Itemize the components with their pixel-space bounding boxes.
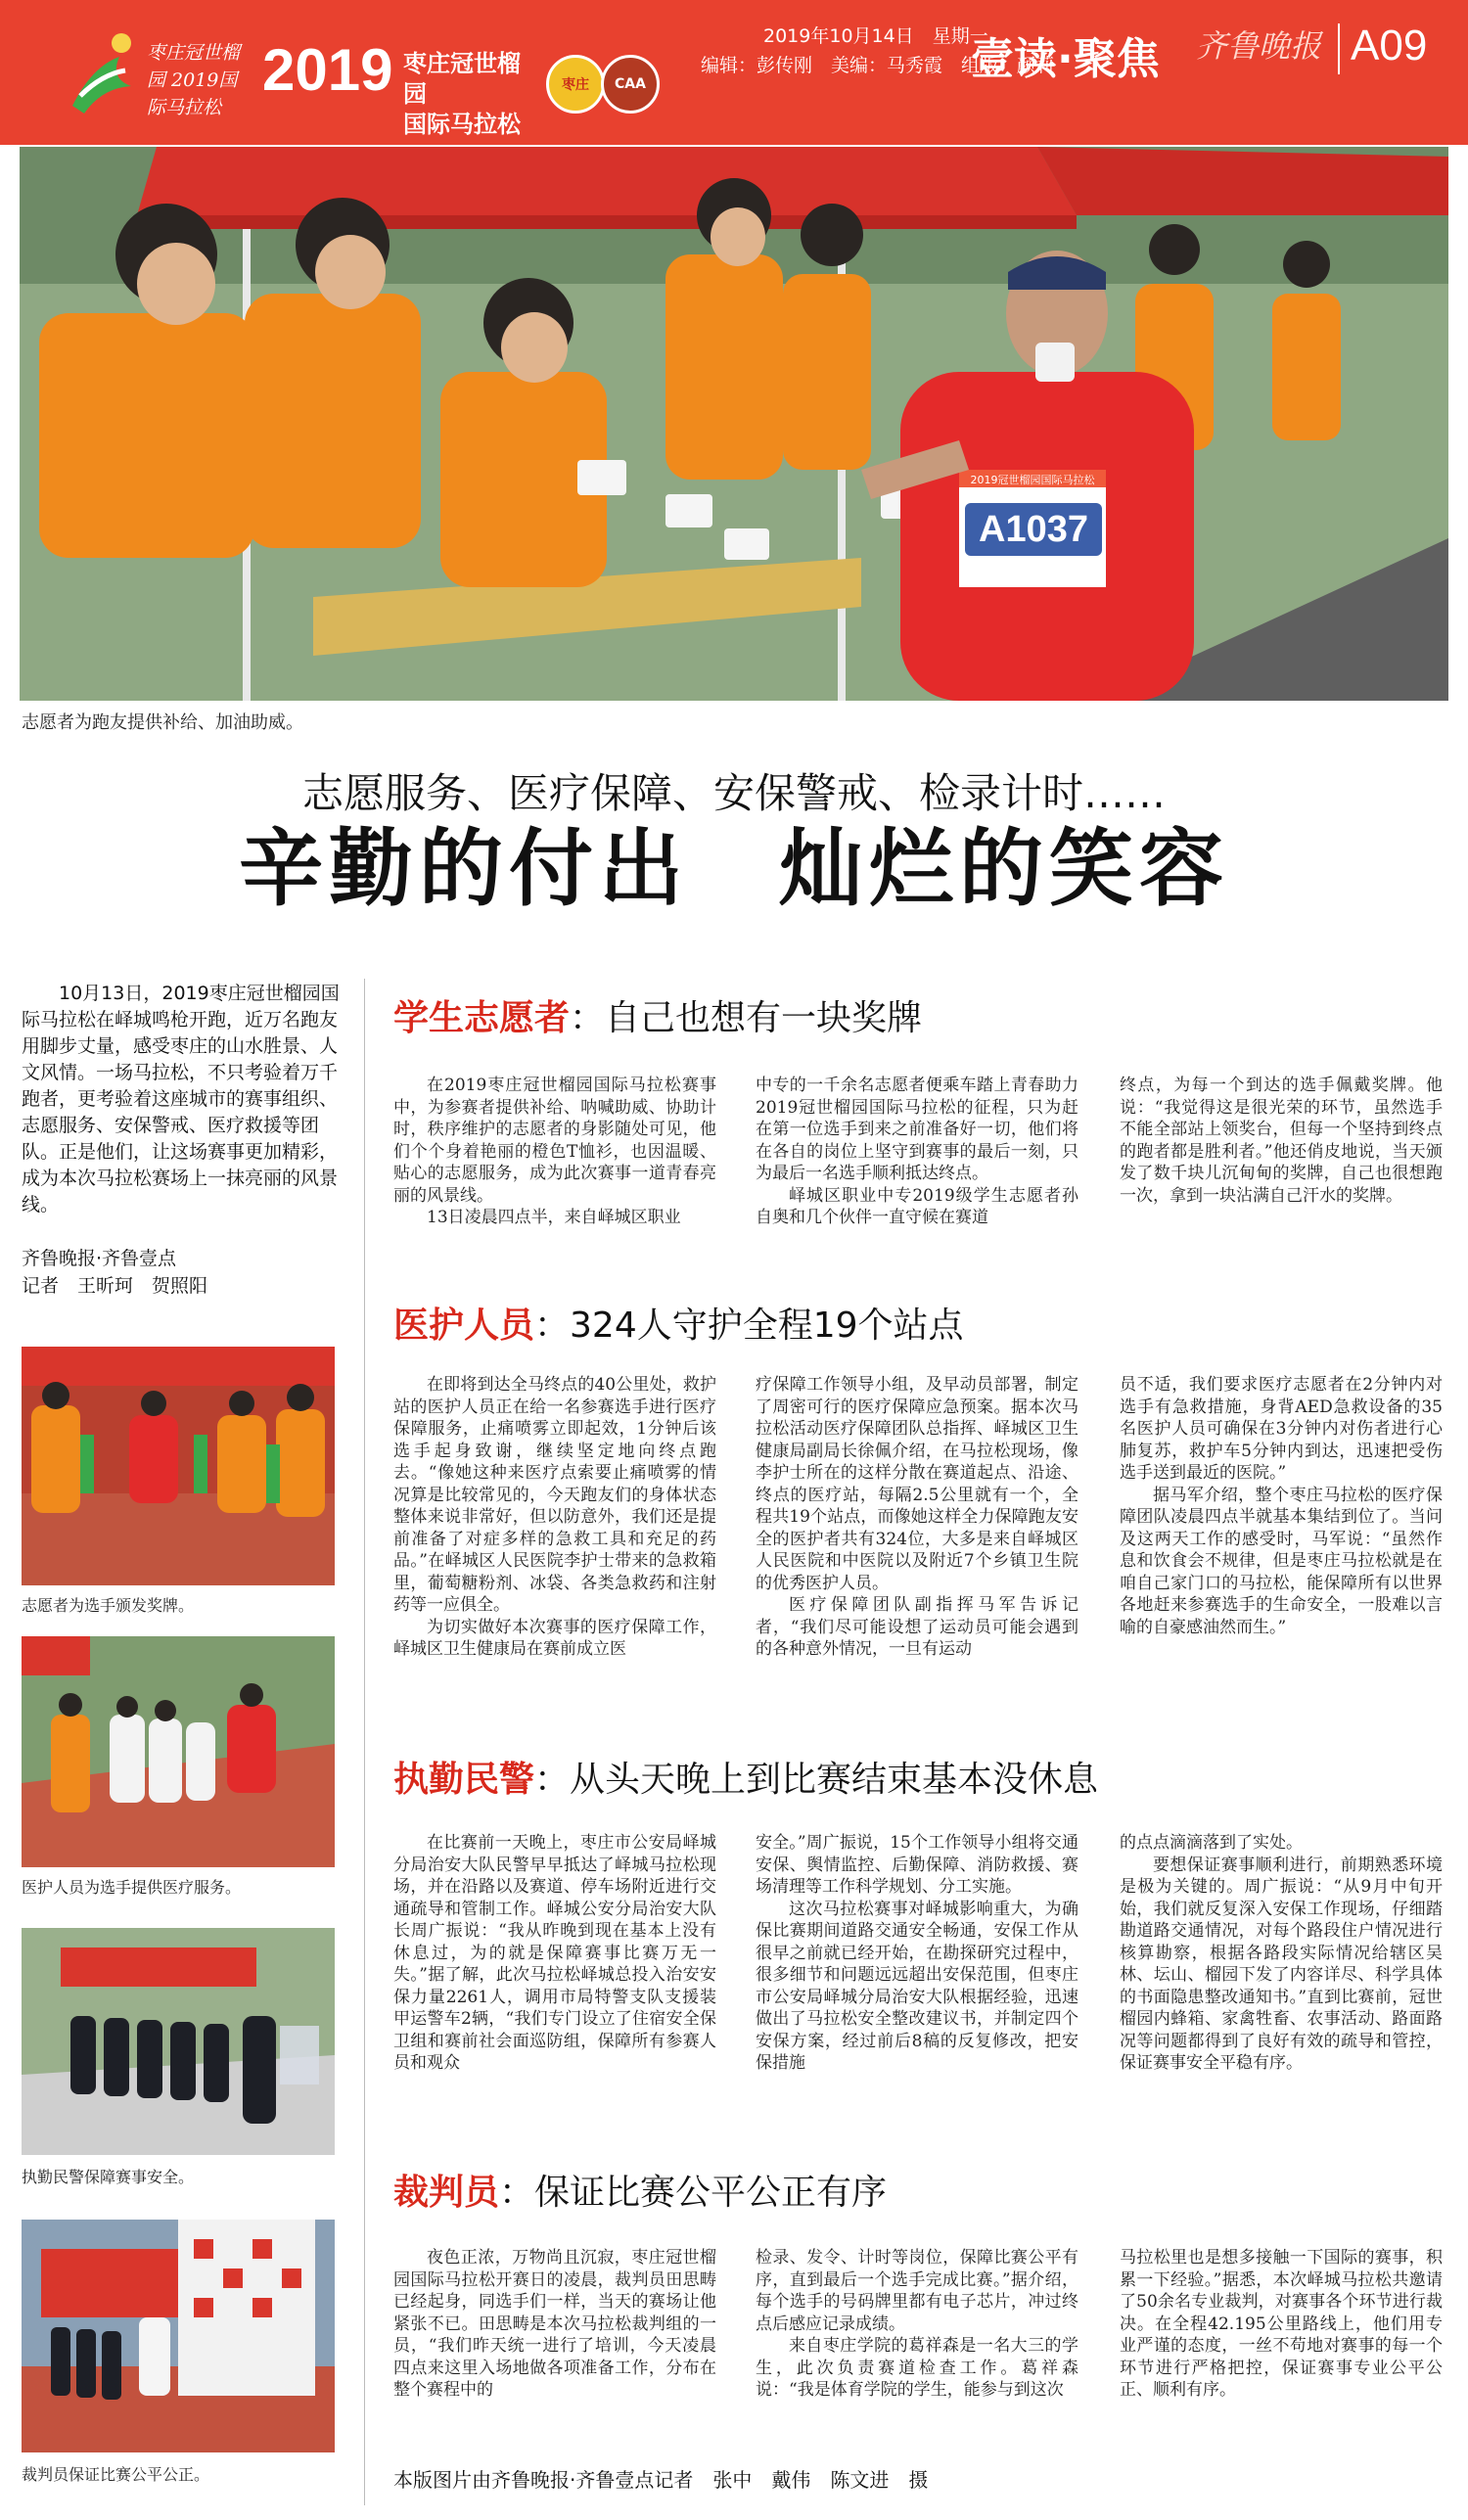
- event-name: [403, 49, 540, 140]
- section-subtitle: ：324人守护全程19个站点: [534, 1306, 964, 1346]
- paragraph: 检录、发令、计时等岗位，保障比赛公平有序，直到最后一个选手完成比赛。”据介绍，每个选手的号码牌里都有电子芯片，冲过终点后感应记录成绩。: [756, 2248, 1078, 2334]
- article-column: [1120, 1832, 1443, 2075]
- section-tag: 壹读·聚焦: [971, 34, 1160, 84]
- article-column: [756, 1832, 1078, 2075]
- medical-photo-caption: 医护人员为选手提供医疗服务。: [22, 1878, 242, 1897]
- paragraph: 安全。”周广振说，15个工作领导小组将交通安保、舆情监控、后勤保障、消防救援、赛场清理等工作科学规划、分工实施。: [756, 1833, 1078, 1897]
- caa-emblem-icon: CAA: [601, 55, 660, 114]
- referee-photo-caption: 裁判员保证比赛公平公正。: [22, 2465, 210, 2484]
- medal-photo: [22, 1347, 335, 1585]
- article-column: [756, 2247, 1078, 2402]
- article-column: [756, 1075, 1078, 1229]
- paragraph: 据马军介绍，整个枣庄马拉松的医疗保障团队凌晨四点半就基本集结到位了。当问及这两天工作的感受时，马军说：“虽然作息和饮食会不规律，但是枣庄马拉松就是在咱自己家门口的马拉松，能保障所有以世界各地赶来参赛选手的生命安全，一股难以言喻的自豪感油然而生。”: [1120, 1485, 1443, 1637]
- medal-photo-caption: 志愿者为选手颁发奖牌。: [22, 1596, 195, 1615]
- paragraph: 13日凌晨四点半，来自峄城区职业: [427, 1208, 681, 1227]
- section-subtitle: ：从头天晚上到比赛结束基本没休息: [534, 1760, 1099, 1800]
- section-label: 裁判员: [393, 2173, 500, 2213]
- article-column: [393, 1075, 716, 1229]
- article-column: [1120, 1374, 1443, 1638]
- section-title: [393, 990, 922, 1040]
- section-label: 执勤民警: [393, 1760, 535, 1800]
- lead-paragraph: 10月13日，2019枣庄冠世榴园国际马拉松在峄城鸣枪开跑，近万名跑友用脚步丈量，感受枣庄的山水胜景、人文风情。一场马拉松，不只考验着万千跑者，更考验着这座城市的赛事组织、志愿服务、安保警戒、医疗救援等团队。正是他们，让这场赛事更加精彩，成为本次马拉松赛场上一抹亮丽的风景线。: [22, 983, 340, 1215]
- column-rule: [364, 979, 365, 2505]
- logo-text: 枣庄冠世榴园 2019国际马拉松: [147, 42, 241, 118]
- section-label: 医护人员: [393, 1306, 535, 1346]
- article-column: [756, 1374, 1078, 1661]
- paragraph: 马拉松里也是想多接触一下国际的赛事，积累一下经验。”据悉，本次峄城马拉松共邀请了50余名专业裁判，对赛事各个环节进行裁决。在全程42.195公里路线上，他们用专业严谨的态度，一丝不苟地对赛事的每一个环节进行严格把控，保证赛事专业公平公正、顺利有序。: [1120, 2248, 1443, 2400]
- editors-line: 编辑：彭传刚 美编：马秀霞 组版：颜莉: [701, 55, 1055, 76]
- paragraph: 疗保障工作领导小组，及早动员部署，制定了周密可行的医疗保障应急预案。据本次马拉松活动医疗保障团队总指挥、峄城区卫生健康局副局长徐佩介绍，在马拉松现场，像李护士所在的这样分散在赛道起点、沿途、终点的医疗站，每隔2.5公里就有一个，全程共19个站点，而像她这样全力保障跑友安全的医护者共有324位，大多是来自峄城区人民医院和中医院以及附近7个乡镇卫生院的优秀医护人员。: [756, 1375, 1078, 1593]
- photo-credit: 本版图片由齐鲁晚报·齐鲁壹点记者 张中 戴伟 陈文进 摄: [393, 2468, 929, 2492]
- paragraph: 终点，为每一个到达的选手佩戴奖牌。他说：“我觉得这是很光荣的环节，虽然选手不能全部站上领奖台，但每一个坚持到终点的跑者都是胜利者。”他还俏皮地说，当天颁发了数千块儿沉甸甸的奖牌，自己也很想跑一次，拿到一块沾满自己汗水的奖牌。: [1120, 1076, 1443, 1206]
- section-label: 学生志愿者: [393, 998, 571, 1038]
- runner-logo-icon: [63, 27, 143, 121]
- section-title: [393, 1752, 1098, 1802]
- section-subtitle: ：自己也想有一块奖牌: [570, 998, 923, 1038]
- byline-reporters: 记者 王昕珂 贺照阳: [22, 1275, 208, 1297]
- paragraph: 医疗保障团队副指挥马军告诉记者，“我们尽可能设想了运动员可能会遇到的各种意外情况，一旦有运动: [756, 1595, 1078, 1659]
- paragraph: 夜色正浓，万物尚且沉寂，枣庄冠世榴园国际马拉松开赛日的凌晨，裁判员田思畴已经起身，同选手们一样，当天的赛场让他紧张不已。田思畴是本次马拉松裁判组的一员，“我们昨天统一进行了培训，今天凌晨四点来这里入场地做各项准备工作，分布在整个赛程中的: [393, 2248, 716, 2400]
- section-title: [393, 1298, 964, 1348]
- paper-name: 齐鲁晚报: [1196, 27, 1322, 65]
- event-name-line2: 国际马拉松: [403, 111, 521, 138]
- paragraph: 在2019枣庄冠世榴园国际马拉松赛事中，为参赛者提供补给、呐喊助威、协助计时，秩序维护的志愿者的身影随处可见，他们个个身着艳丽的橙色T恤衫，也因温暖、贴心的志愿服务，成为此次赛事一道青春亮丽的风景线。: [393, 1076, 716, 1206]
- bib-top-text: 2019冠世榴园国际马拉松: [970, 474, 1095, 486]
- byline-paper: 齐鲁晚报·齐鲁壹点: [22, 1248, 177, 1269]
- paragraph: 为切实做好本次赛事的医疗保障工作，峄城区卫生健康局在赛前成立医: [393, 1617, 716, 1659]
- police-photo-caption: 执勤民警保障赛事安全。: [22, 2168, 195, 2186]
- paragraph: 的点点滴滴落到了实处。: [1120, 1833, 1303, 1853]
- section-subtitle: ：保证比赛公平公正有序: [499, 2173, 888, 2213]
- paragraph: 来自枣庄学院的葛祥森是一名大三的学生，此次负责赛道检查工作。葛祥森说：“我是体育学院的学生，能参与到这次: [756, 2336, 1078, 2400]
- article-column: [393, 1832, 716, 2075]
- byline: [22, 1245, 344, 1300]
- main-photo: [20, 147, 1448, 701]
- city-emblem-icon: 枣庄: [546, 55, 605, 114]
- bib-number: A1037: [979, 509, 1088, 550]
- event-year: 2019: [262, 37, 393, 103]
- article-column: [393, 1374, 716, 1661]
- main-photo-caption: 志愿者为跑友提供补给、加油助威。: [22, 712, 303, 733]
- referee-photo: [22, 2220, 335, 2452]
- article-column: [1120, 1075, 1443, 1207]
- headline-title: 辛勤的付出 灿烂的笑容: [239, 820, 1229, 918]
- paragraph: 要想保证赛事顺利进行，前期熟悉环境是极为关键的。周广振说：“从9月中旬开始，我们就反复深入安保工作现场，仔细踏勘道路交通情况，对每个路段住户情况进行核算勘察，根据各路段实际情况给辖区吴林、坛山、榴园下发了内容详尽、科学具体的书面隐患整改通知书。”直到比赛前，冠世榴园内蜂箱、家禽牲畜、农事活动、路面路况等问题都得到了良好有效的疏导和管控，保证赛事安全平稳有序。: [1120, 1855, 1443, 2073]
- masthead-band: [0, 0, 1468, 145]
- section-title: [393, 2165, 887, 2215]
- medical-photo: [22, 1636, 335, 1867]
- paragraph: 峄城区职业中专2019级学生志愿者孙自奥和几个伙伴一直守候在赛道: [756, 1185, 1078, 1227]
- headline-kicker: 志愿服务、医疗保障、安保警戒、检录计时……: [301, 769, 1166, 817]
- paragraph: 这次马拉松赛事对峄城影响重大，为确保比赛期间道路交通安全畅通，安保工作从很早之前就已经开始，在勘探研究过程中，很多细节和问题远远超出安保范围，但枣庄市公安局峄城分局治安大队根据经验，迅速做出了马拉松安全整改建议书，并制定四个安保方案，经过前后8稿的反复修改，把安保措施: [756, 1899, 1078, 2073]
- paragraph: 在比赛前一天晚上，枣庄市公安局峄城分局治安大队民警早早抵达了峄城马拉松现场，并在沿路以及赛道、停车场附近进行交通疏导和管制工作。峄城公安分局治安大队长周广振说：“我从昨晚到现在基本上没有休息过，为的就是保障赛事比赛万无一失。”据了解，此次马拉松峄城总投入治安安保力量2261人，调用市局特警支队支援装甲运警车2辆，“我们专门设立了住宿安全保卫组和赛前社会面巡防组，保障所有参赛人员和观众: [393, 1833, 716, 2073]
- article-column: [1120, 2247, 1443, 2402]
- issue-date: 2019年10月14日 星期一: [763, 25, 988, 47]
- header-divider: [1338, 23, 1340, 74]
- article-column: [393, 2247, 716, 2402]
- paragraph: 在即将到达全马终点的40公里处，救护站的医护人员正在给一名参赛选手进行医疗保障服务，止痛喷雾立即起效，1分钟后该选手起身致谢，继续坚定地向终点跑去。“像她这种来医疗点索要止痛喷雾的情况算是比较常见的，今天跑友们的身体状态整体来说非常好，但以防意外，我们还是提前准备了对症多样的急救工具和充足的药品。”在峄城区人民医院李护士带来的急救箱里，葡萄糖粉剂、冰袋、各类急救药和注射药等一应俱全。: [393, 1375, 716, 1615]
- page-number: A09: [1351, 22, 1428, 69]
- police-photo: [22, 1928, 335, 2155]
- paragraph: 员不适，我们要求医疗志愿者在2分钟内对选手有急救措施，身背AED急救设备的35名医护人员可确保在3分钟内对伤者进行心肺复苏，救护车5分钟内到达，迅速把受伤选手送到最近的医院。”: [1120, 1375, 1443, 1483]
- event-name-line1: 枣庄冠世榴园: [403, 50, 521, 108]
- paragraph: 中专的一千余名志愿者便乘车踏上青春助力2019冠世榴园国际马拉松的征程，只为赶在第一位选手到来之前准备好一切，他们将在各自的岗位上坚守到赛事的最后一刻，只为最后一名选手顺利抵达终点。: [756, 1076, 1078, 1183]
